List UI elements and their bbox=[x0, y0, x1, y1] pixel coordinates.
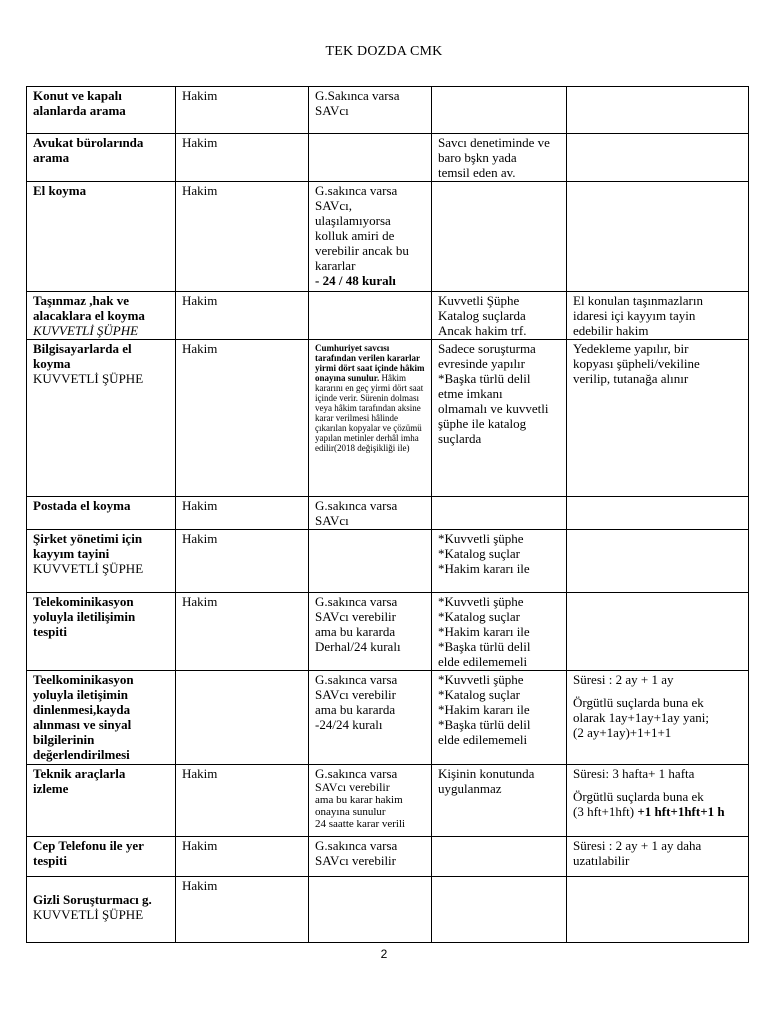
condition-cell: G.sakınca varsa SAVcı, ulaşılamıyorsa kolluk amiri de verebilir ancak bu kararlar - 24 / 48 kuralı bbox=[309, 182, 432, 292]
extra-cell: Süresi : 2 ay + 1 ay Örgütlü suçlarda buna ek olarak 1ay+1ay+1ay yani; (2 ay+1ay)+1+1+1 bbox=[567, 671, 749, 765]
authority-cell: Hakim bbox=[176, 87, 309, 134]
authority-cell: Hakim bbox=[176, 593, 309, 671]
authority-cell: Hakim bbox=[176, 837, 309, 877]
measure-cell: El koyma bbox=[27, 182, 176, 292]
extra-cell bbox=[567, 497, 749, 530]
table-row bbox=[27, 877, 749, 943]
table-row bbox=[27, 340, 749, 497]
authority-cell: Hakim bbox=[176, 340, 309, 497]
strong-suspicion-hint: KUVVETLİ ŞÜPHE bbox=[33, 907, 144, 922]
authority-cell: Hakim bbox=[176, 134, 309, 182]
condition-cell bbox=[309, 292, 432, 340]
measure-cell: Gizli Soruşturmacı g. KUVVETLİ ŞÜPHE bbox=[27, 877, 176, 943]
table-row bbox=[27, 134, 749, 182]
note-cell bbox=[432, 87, 567, 134]
extra-cell bbox=[567, 87, 749, 134]
authority-cell: Hakim bbox=[176, 877, 309, 943]
measure-cell: Cep Telefonu ile yer tespiti bbox=[27, 837, 176, 877]
extra-cell bbox=[567, 134, 749, 182]
note-cell bbox=[432, 837, 567, 877]
note-cell: Kişinin konutunda uygulanmaz bbox=[432, 765, 567, 837]
extra-cell bbox=[567, 593, 749, 671]
condition-cell: G.sakınca varsa SAVcı verebilir bbox=[309, 837, 432, 877]
measure-cell: Telekominikasyon yoluyla iletilişimin tespiti bbox=[27, 593, 176, 671]
cmk-table bbox=[26, 86, 749, 943]
document-title: TEK DOZDA CMK bbox=[325, 44, 443, 59]
condition-cell bbox=[309, 877, 432, 943]
authority-cell: Hakim bbox=[176, 182, 309, 292]
note-cell bbox=[432, 182, 567, 292]
authority-cell: Hakim bbox=[176, 497, 309, 530]
table-row bbox=[27, 497, 749, 530]
extra-cell bbox=[567, 530, 749, 593]
extra-cell: El konulan taşınmazların idaresi içi kayyım tayin edebilir hakim bbox=[567, 292, 749, 340]
note-cell: Savcı denetiminde ve baro bşkn yada temsil eden av. bbox=[432, 134, 567, 182]
authority-cell: Hakim bbox=[176, 765, 309, 837]
note-cell: *Kuvvetli şüphe *Katalog suçlar *Hakim kararı ile bbox=[432, 530, 567, 593]
condition-cell bbox=[309, 530, 432, 593]
extra-cell bbox=[567, 877, 749, 943]
extra-cell bbox=[567, 182, 749, 292]
extra-cell: Süresi: 3 hafta+ 1 hafta Örgütlü suçlarda buna ek (3 hft+1hft) +1 hft+1hft+1 h bbox=[567, 765, 749, 837]
strong-suspicion-hint: KUVVETLİ ŞÜPHE bbox=[33, 561, 144, 576]
extra-cell: Süresi : 2 ay + 1 ay daha uzatılabilir bbox=[567, 837, 749, 877]
measure-cell: Teelkominikasyon yoluyla iletişimin dinlenmesi,kayda alınması ve sinyal bilgilerinin değerlendirilmesi bbox=[27, 671, 176, 765]
strong-suspicion-hint: KUVVETLİ ŞÜPHE bbox=[33, 371, 144, 386]
measure-cell: Bilgisayarlarda el koyma KUVVETLİ ŞÜPHE bbox=[27, 340, 176, 497]
strong-suspicion-hint: KUVVETLİ ŞÜPHE bbox=[33, 323, 139, 338]
table-row bbox=[27, 837, 749, 877]
table-row bbox=[27, 292, 749, 340]
table-row bbox=[27, 671, 749, 765]
measure-cell: Teknik araçlarla izleme bbox=[27, 765, 176, 837]
note-cell: Sadece soruşturma evresinde yapılır *Başka türlü delil etme imkanı olmamalı ve kuvvetli şüphe ile katalog suçlarda bbox=[432, 340, 567, 497]
table-row bbox=[27, 530, 749, 593]
measure-cell: Taşınmaz ,hak ve alacaklara el koyma KUVVETLİ ŞÜPHE bbox=[27, 292, 176, 340]
measure-cell: Postada el koyma bbox=[27, 497, 176, 530]
note-cell: *Kuvvetli şüphe *Katalog suçlar *Hakim kararı ile *Başka türlü delil elde edilememeli bbox=[432, 593, 567, 671]
authority-cell: Hakim bbox=[176, 292, 309, 340]
condition-cell: G.sakınca varsa SAVcı bbox=[309, 497, 432, 530]
measure-cell: Avukat bürolarında arama bbox=[27, 134, 176, 182]
condition-cell bbox=[309, 134, 432, 182]
page-number: 2 bbox=[380, 947, 388, 961]
measure-cell: Şirket yönetimi için kayyım tayini KUVVETLİ ŞÜPHE bbox=[27, 530, 176, 593]
condition-cell: G.sakınca varsa SAVcı verebilir ama bu karar hakim onayına sunulur 24 saatte karar verili bbox=[309, 765, 432, 837]
condition-cell: G.sakınca varsa SAVcı verebilir ama bu kararda Derhal/24 kuralı bbox=[309, 593, 432, 671]
condition-cell: G.Sakınca varsa SAVcı bbox=[309, 87, 432, 134]
table-row bbox=[27, 182, 749, 292]
note-cell: *Kuvvetli şüphe *Katalog suçlar *Hakim kararı ile *Başka türlü delil elde edilememeli bbox=[432, 671, 567, 765]
authority-cell: Hakim bbox=[176, 530, 309, 593]
table-row bbox=[27, 593, 749, 671]
condition-cell: Cumhuriyet savcısı tarafından verilen kararlar yirmi dört saat içinde hâkim onayına sunulur. Hâkim kararını en geç yirmi dört saat içinde verir. Sürenin dolması veya hâkim tarafından aksine karar verilmesi hâlinde çıkarılan kopyalar ve çözümü yapılan metinler derhâl imha edilir(2018 değişikliği ile) bbox=[309, 340, 432, 497]
note-cell bbox=[432, 877, 567, 943]
extra-cell: Yedekleme yapılır, bir kopyası şüpheli/vekiline verilip, tutanağa alınır bbox=[567, 340, 749, 497]
condition-cell: G.sakınca varsa SAVcı verebilir ama bu kararda -24/24 kuralı bbox=[309, 671, 432, 765]
note-cell bbox=[432, 497, 567, 530]
table-row bbox=[27, 87, 749, 134]
table-row bbox=[27, 765, 749, 837]
authority-cell bbox=[176, 671, 309, 765]
measure-cell: Konut ve kapalı alanlarda arama bbox=[27, 87, 176, 134]
note-cell: Kuvvetli Şüphe Katalog suçlarda Ancak hakim trf. bbox=[432, 292, 567, 340]
